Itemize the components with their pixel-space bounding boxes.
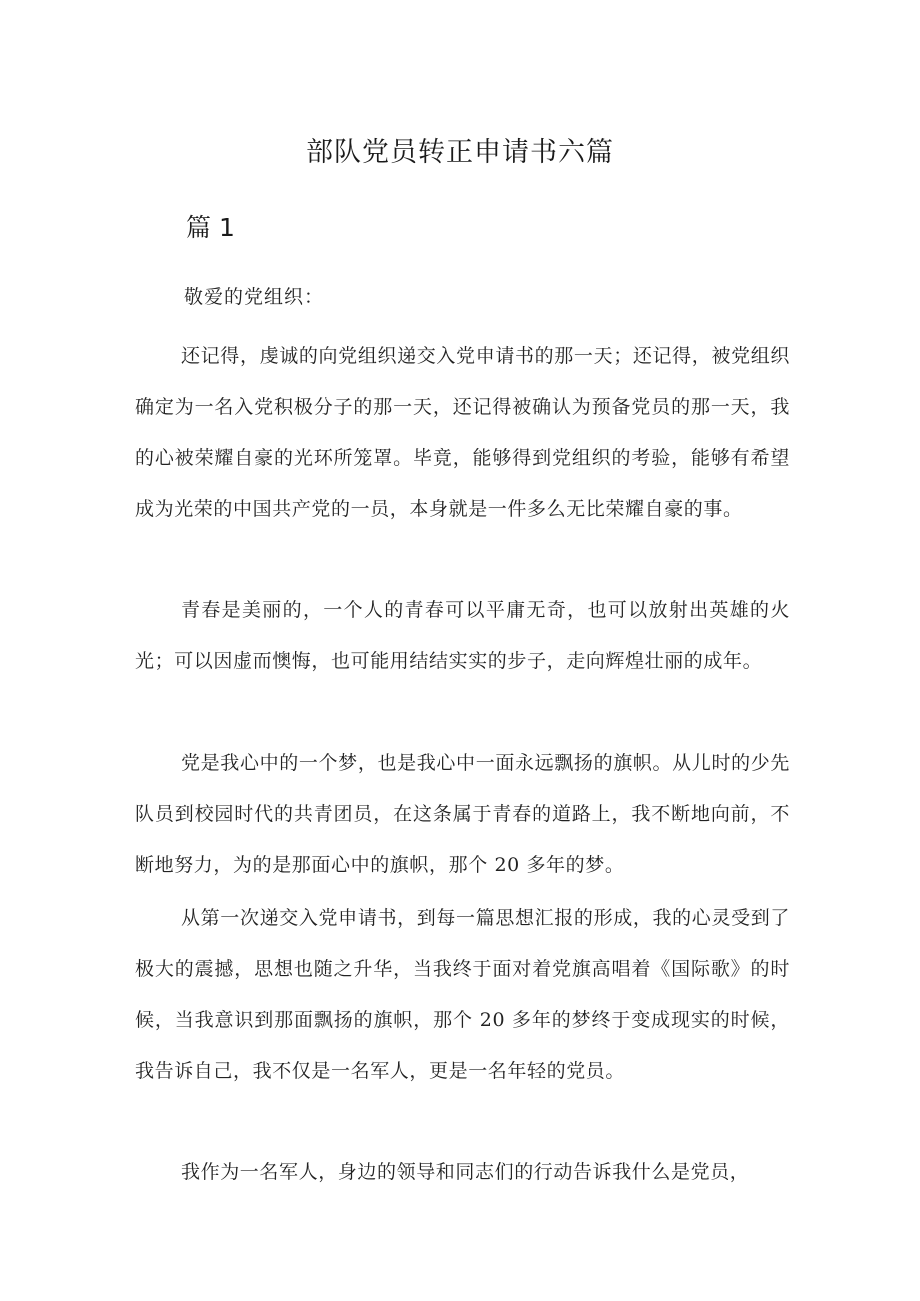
paragraph: 还记得，虔诚的向党组织递交入党申请书的那一天；还记得，被党组织确定为一名入党积极分子的那一天，还记得被确认为预备党员的那一天，我的心被荣耀自豪的光环所笼罩。毕竟，能够得到党组织的考验，能够有希望成为光荣的中国共产党的一员，本身就是一件多么无比荣耀自豪的事。: [135, 345, 790, 520]
section-heading: 篇 1: [186, 213, 235, 242]
document-title: 部队党员转正申请书六篇: [306, 137, 614, 168]
salutation: 敬爱的党组织：: [184, 286, 325, 308]
paragraph: 我作为一名军人，身边的领导和同志们的行动告诉我什么是党员，: [181, 1161, 750, 1183]
paragraph: 党是我心中的一个梦，也是我心中一面永远飘扬的旗帜。从儿时的少先队员到校园时代的共青团员，在这条属于青春的道路上，我不断地向前，不断地努力，为的是那面心中的旗帜，那个 20 多年的梦。: [135, 752, 790, 876]
paragraph: 从第一次递交入党申请书，到每一篇思想汇报的形成，我的心灵受到了极大的震撼，思想也随之升华，当我终于面对着党旗高唱着《国际歌》的时候，当我意识到那面飘扬的旗帜，那个 20 多年的梦终于变成现实的时候，我告诉自己，我不仅是一名军人，更是一名年轻的党员。: [135, 907, 790, 1082]
paragraph: 青春是美丽的，一个人的青春可以平庸无奇，也可以放射出英雄的火光；可以因虚而懊悔，也可能用结结实实的步子，走向辉煌壮丽的成年。: [135, 599, 790, 672]
